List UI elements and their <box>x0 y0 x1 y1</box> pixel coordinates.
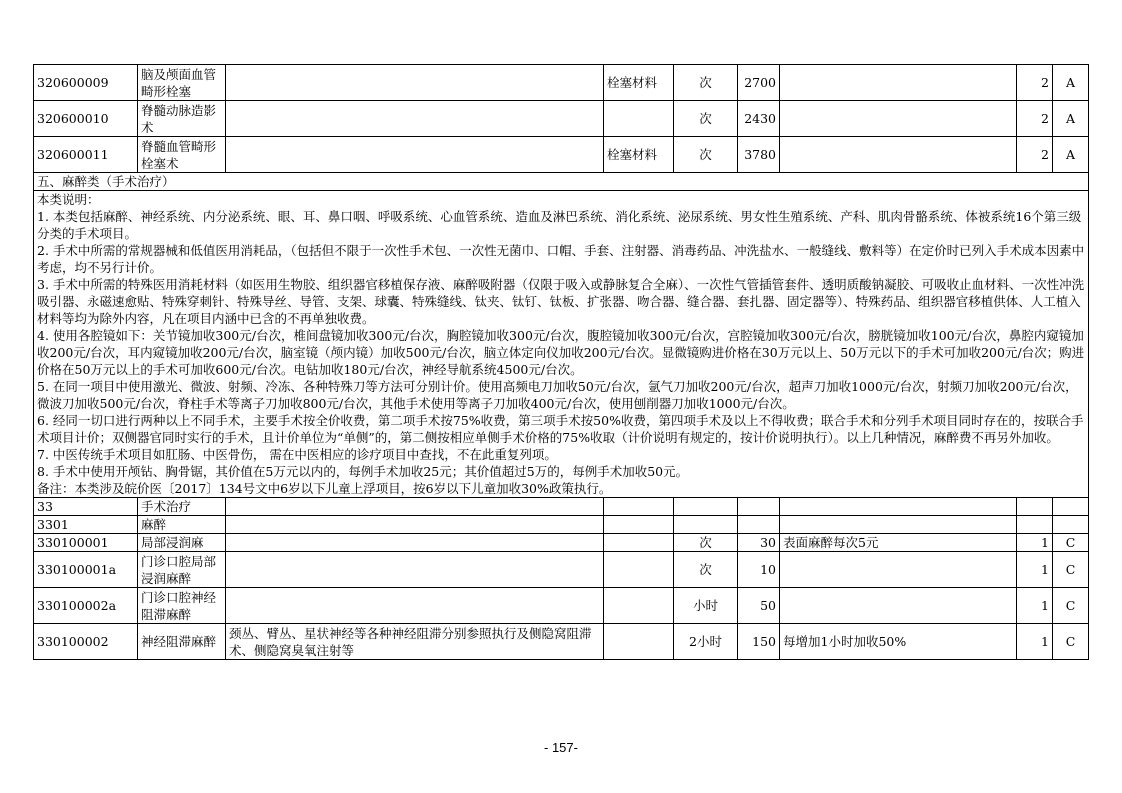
note-paragraph: 3. 手术中所需的特殊医用消耗材料（如医用生物胶、组织器官移植保存液、麻醉吸附器（仅限于吸入或静脉复合全麻）、一次性气管插管套件、透明质酸钠凝胶、可吸收止血材料、一次性冲洗吸引器、永磁速愈贴、特殊穿刺针、特殊导丝、导管、支架、球囊、特殊缝线、钛夹、钛钉、钛板、扩张器、吻合器、缝合器、套扎器、固定器等）、特殊药品、组织器官移植供体、人工植入材料等均为除外内容，凡在项目内涵中已含的不再单独收费。 <box>37 277 1085 326</box>
item-code: 33 <box>34 498 138 516</box>
item-code: 330100001a <box>34 552 138 588</box>
item-name: 脑及颅面血管畸形栓塞 <box>138 65 226 101</box>
item-code: 320600010 <box>34 101 138 137</box>
table-row <box>34 552 1089 588</box>
item-price: 150 <box>738 624 780 660</box>
item-name: 门诊口腔局部浸润麻醉 <box>138 552 226 588</box>
item-excluded <box>604 624 674 660</box>
item-name: 门诊口腔神经阻滞麻醉 <box>138 588 226 624</box>
item-content <box>226 534 604 552</box>
item-content <box>226 588 604 624</box>
item-name: 手术治疗 <box>138 498 226 516</box>
notes-row <box>34 191 1089 498</box>
item-code: 330100001 <box>34 534 138 552</box>
item-level <box>1017 516 1053 534</box>
table-row <box>34 624 1089 660</box>
section-notes <box>34 191 1089 498</box>
item-note <box>780 516 1017 534</box>
item-level: 1 <box>1017 624 1053 660</box>
item-price <box>738 516 780 534</box>
item-note <box>780 101 1017 137</box>
item-price: 30 <box>738 534 780 552</box>
item-excluded: 栓塞材料 <box>604 137 674 173</box>
notes-remark: 备注：本类涉及皖价医〔2017〕134号文中6岁以下儿童上浮项目，按6岁以下儿童加收30%政策执行。 <box>37 481 612 496</box>
price-table <box>33 64 1089 660</box>
item-class: C <box>1053 552 1089 588</box>
item-content <box>226 498 604 516</box>
item-excluded <box>604 498 674 516</box>
item-code: 320600009 <box>34 65 138 101</box>
table-row <box>34 588 1089 624</box>
item-level: 1 <box>1017 534 1053 552</box>
item-content: 颈丛、臂丛、星状神经等各种神经阻滞分别参照执行及侧隐窝阻滞术、侧隐窝臭氧注射等 <box>226 624 604 660</box>
note-paragraph: 2. 手术中所需的常规器械和低值医用消耗品，（包括但不限于一次性手术包、一次性无菌巾、口帽、手套、注射器、消毒药品、冲洗盐水、一般缝线、敷料等）在定价时已列入手术成本因素中考虑，均不另行计价。 <box>37 243 1085 275</box>
item-name: 脊髓血管畸形栓塞术 <box>138 137 226 173</box>
table-row <box>34 516 1089 534</box>
note-paragraph: 8. 手术中使用开颅钻、胸骨锯，其价值在5万元以内的，每例手术加收25元；其价值超过5万的，每例手术加收50元。 <box>37 464 689 479</box>
notes-heading: 本类说明： <box>37 192 100 207</box>
item-code: 320600011 <box>34 137 138 173</box>
item-level <box>1017 498 1053 516</box>
item-note <box>780 552 1017 588</box>
item-name: 神经阻滞麻醉 <box>138 624 226 660</box>
item-class <box>1053 516 1089 534</box>
item-content <box>226 516 604 534</box>
item-class: A <box>1053 101 1089 137</box>
item-unit: 小时 <box>674 588 738 624</box>
item-price: 3780 <box>738 137 780 173</box>
item-price: 2700 <box>738 65 780 101</box>
note-paragraph: 4. 使用各腔镜如下：关节镜加收300元/台次，椎间盘镜加收300元/台次，胸腔镜加收300元/台次，腹腔镜加收300元/台次，宫腔镜加收300元/台次，膀胱镜加收100元/台次，鼻腔内窥镜加收200元/台次，耳内窥镜加收200元/台次，脑室镜（颅内镜）加收500元/台次，脑立体定向仪加收200元/台次。显微镜购进价格在30万元以上、50万元以下的手术可加收200元/台次；购进价格在50万元以上的手术可加收600元/台次。电钻加收180元/台次，神经导航系统4500元/台次。 <box>37 328 1085 377</box>
item-name: 局部浸润麻 <box>138 534 226 552</box>
item-excluded <box>604 534 674 552</box>
item-unit: 2小时 <box>674 624 738 660</box>
item-code: 330100002 <box>34 624 138 660</box>
item-content <box>226 552 604 588</box>
item-level: 1 <box>1017 552 1053 588</box>
item-excluded: 栓塞材料 <box>604 65 674 101</box>
item-price: 50 <box>738 588 780 624</box>
item-note: 表面麻醉每次5元 <box>780 534 1017 552</box>
item-excluded <box>604 516 674 534</box>
table-row <box>34 498 1089 516</box>
item-price <box>738 498 780 516</box>
item-code: 3301 <box>34 516 138 534</box>
item-name: 麻醉 <box>138 516 226 534</box>
item-note <box>780 137 1017 173</box>
item-class: A <box>1053 137 1089 173</box>
note-paragraph: 5. 在同一项目中使用激光、微波、射频、冷冻、各种特殊刀等方法可分别计价。使用高频电刀加收50元/台次，氩气刀加收200元/台次，超声刀加收1000元/台次，射频刀加收200元/台次，微波刀加收500元/台次，脊柱手术等离子刀加收800元/台次，其他手术使用等离子刀加收400元/台次，使用刨削器刀加收1000元/台次。 <box>37 379 1078 411</box>
note-paragraph: 6. 经同一切口进行两种以上不同手术，主要手术按全价收费，第二项手术按75%收费，第三项手术按50%收费，第四项手术及以上不得收费；联合手术和分列手术项目同时存在的，按联合手术项目计价；双侧器官同时实行的手术，且计价单位为“单侧”的，第二侧按相应单侧手术价格的75%收取（计价说明有规定的，按计价说明执行）。以上几种情况，麻醉费不再另外加收。 <box>37 413 1084 445</box>
item-excluded <box>604 588 674 624</box>
item-class: C <box>1053 534 1089 552</box>
price-table-sheet <box>33 64 1088 660</box>
item-note <box>780 588 1017 624</box>
item-content <box>226 101 604 137</box>
item-excluded <box>604 101 674 137</box>
item-price: 2430 <box>738 101 780 137</box>
note-paragraph: 1. 本类包括麻醉、神经系统、内分泌系统、眼、耳、鼻口咽、呼吸系统、心血管系统、造血及淋巴系统、消化系统、泌尿系统、男女性生殖系统、产科、肌肉骨骼系统、体被系统16个第三级分类的手术项目。 <box>37 209 1082 241</box>
item-unit <box>674 516 738 534</box>
table-row <box>34 101 1089 137</box>
item-level: 1 <box>1017 588 1053 624</box>
item-name: 脊髓动脉造影术 <box>138 101 226 137</box>
item-unit: 次 <box>674 552 738 588</box>
item-unit: 次 <box>674 137 738 173</box>
table-row <box>34 534 1089 552</box>
item-price: 10 <box>738 552 780 588</box>
page-number: - 157- <box>544 740 578 755</box>
item-unit: 次 <box>674 101 738 137</box>
item-level: 2 <box>1017 137 1053 173</box>
item-note: 每增加1小时加收50% <box>780 624 1017 660</box>
item-code: 330100002a <box>34 588 138 624</box>
item-level: 2 <box>1017 65 1053 101</box>
note-paragraph: 7. 中医传统手术项目如肛肠、中医骨伤， 需在中医相应的诊疗项目中查找，不在此重复列项。 <box>37 447 557 462</box>
item-note <box>780 65 1017 101</box>
table-row <box>34 137 1089 173</box>
item-class: C <box>1053 588 1089 624</box>
item-content <box>226 65 604 101</box>
item-content <box>226 137 604 173</box>
section-title: 五、麻醉类（手术治疗） <box>34 173 1089 191</box>
item-note <box>780 498 1017 516</box>
item-unit: 次 <box>674 65 738 101</box>
item-class: C <box>1053 624 1089 660</box>
item-class <box>1053 498 1089 516</box>
item-unit <box>674 498 738 516</box>
table-row <box>34 65 1089 101</box>
item-unit: 次 <box>674 534 738 552</box>
item-class: A <box>1053 65 1089 101</box>
item-level: 2 <box>1017 101 1053 137</box>
section-title-row <box>34 173 1089 191</box>
item-excluded <box>604 552 674 588</box>
